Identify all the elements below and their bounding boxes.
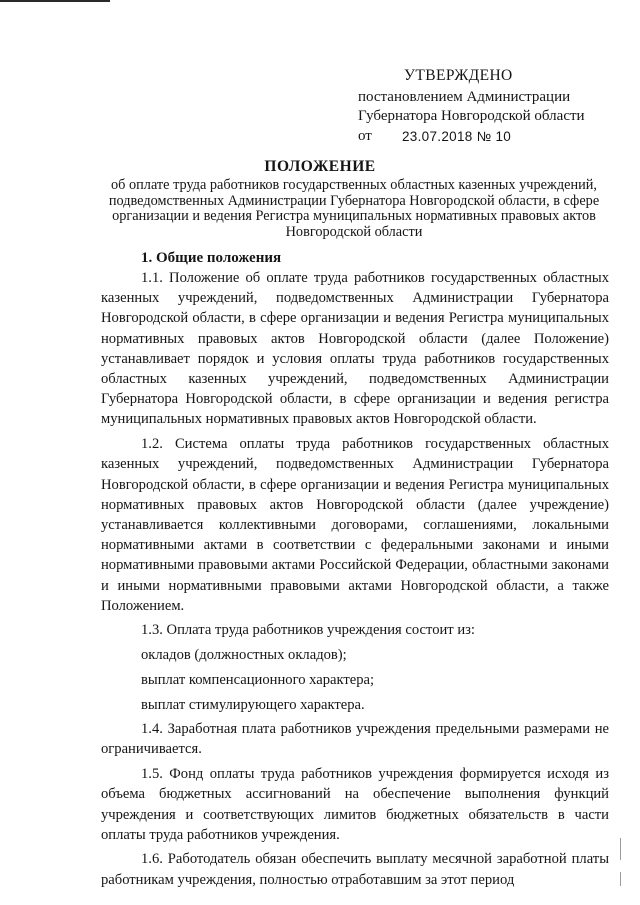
document-title: ПОЛОЖЕНИЕ bbox=[264, 158, 376, 175]
scan-artifact-mark bbox=[620, 838, 621, 860]
paragraph-1-3: 1.3. Оплата труда работников учреждения состоит из: bbox=[141, 622, 475, 639]
approved-label: УТВЕРЖДЕНО bbox=[404, 67, 513, 84]
approval-date-row bbox=[358, 127, 628, 147]
document-body bbox=[101, 268, 609, 890]
approval-block bbox=[358, 66, 628, 146]
paragraph-1-5: 1.5. Фонд оплаты труда работников учреждения формируется исходя из объема бюджетных ассигнований на обеспечение выполнения функций учреждения и соответствующих лимитов бюджетных обязательств в части оплаты труда работников учреждения. bbox=[101, 766, 609, 843]
scan-edge-line bbox=[0, 0, 110, 2]
scan-artifact-mark bbox=[620, 872, 621, 886]
list-item-compensation: выплат компенсационного характера; bbox=[141, 671, 375, 688]
document-subtitle: об оплате труда работников государственных областных казенных учреждений, подведомственных Администрации Губернатора Новгородской области, в сфере организации и ведения Регистра муниципальных нормативных правовых актов Новгородской области bbox=[108, 177, 600, 240]
paragraph-1-6: 1.6. Работодатель обязан обеспечить выплату месячной заработной платы работникам учреждения, полностью отработавшим за этот период bbox=[101, 851, 609, 888]
paragraph-1-2: 1.2. Система оплаты труда работников государственных областных казенных учреждений, подведомственных Администрации Губернатора Новгородской области, в сфере организации и ведения Регистра муниципальных нормативных правовых актов Новгородской области (далее учреждение) устанавливается коллективными договорами, соглашениями, локальными нормативными актами в соответствии с федеральными законами и иными нормативными правовыми актами Российской Федерации, областными законами и иными нормативными правовыми актами Новгородской области, а также Положением. bbox=[101, 436, 609, 614]
date-number: 23.07.2018 № 10 bbox=[402, 128, 512, 144]
paragraph-1-1: 1.1. Положение об оплате труда работников государственных областных казенных учреждений, подведомственных Администрации Губернатора Новгородской области, в сфере организации и ведения Регистра муниципальных нормативных правовых актов Новгородской области (далее Положение) устанавливает порядок и условия оплаты труда работников государственных областных казенных учреждений, подведомственных Администрации Губернатора Новгородской области, в сфере организации и ведения регистра муниципальных нормативных правовых актов Новгородской области. bbox=[101, 270, 609, 428]
paragraph-1-4: 1.4. Заработная плата работников учреждения предельными размерами не ограничивается. bbox=[101, 721, 609, 758]
approval-line-2: Губернатора Новгородской области bbox=[358, 108, 585, 124]
section-heading: 1. Общие положения bbox=[141, 250, 282, 266]
approval-line-1: постановлением Администрации bbox=[358, 88, 571, 105]
list-item-stimulating: выплат стимулирующего характера. bbox=[141, 696, 365, 713]
list-item-salaries: окладов (должностных окладов); bbox=[141, 647, 347, 664]
from-label: от bbox=[358, 127, 372, 144]
